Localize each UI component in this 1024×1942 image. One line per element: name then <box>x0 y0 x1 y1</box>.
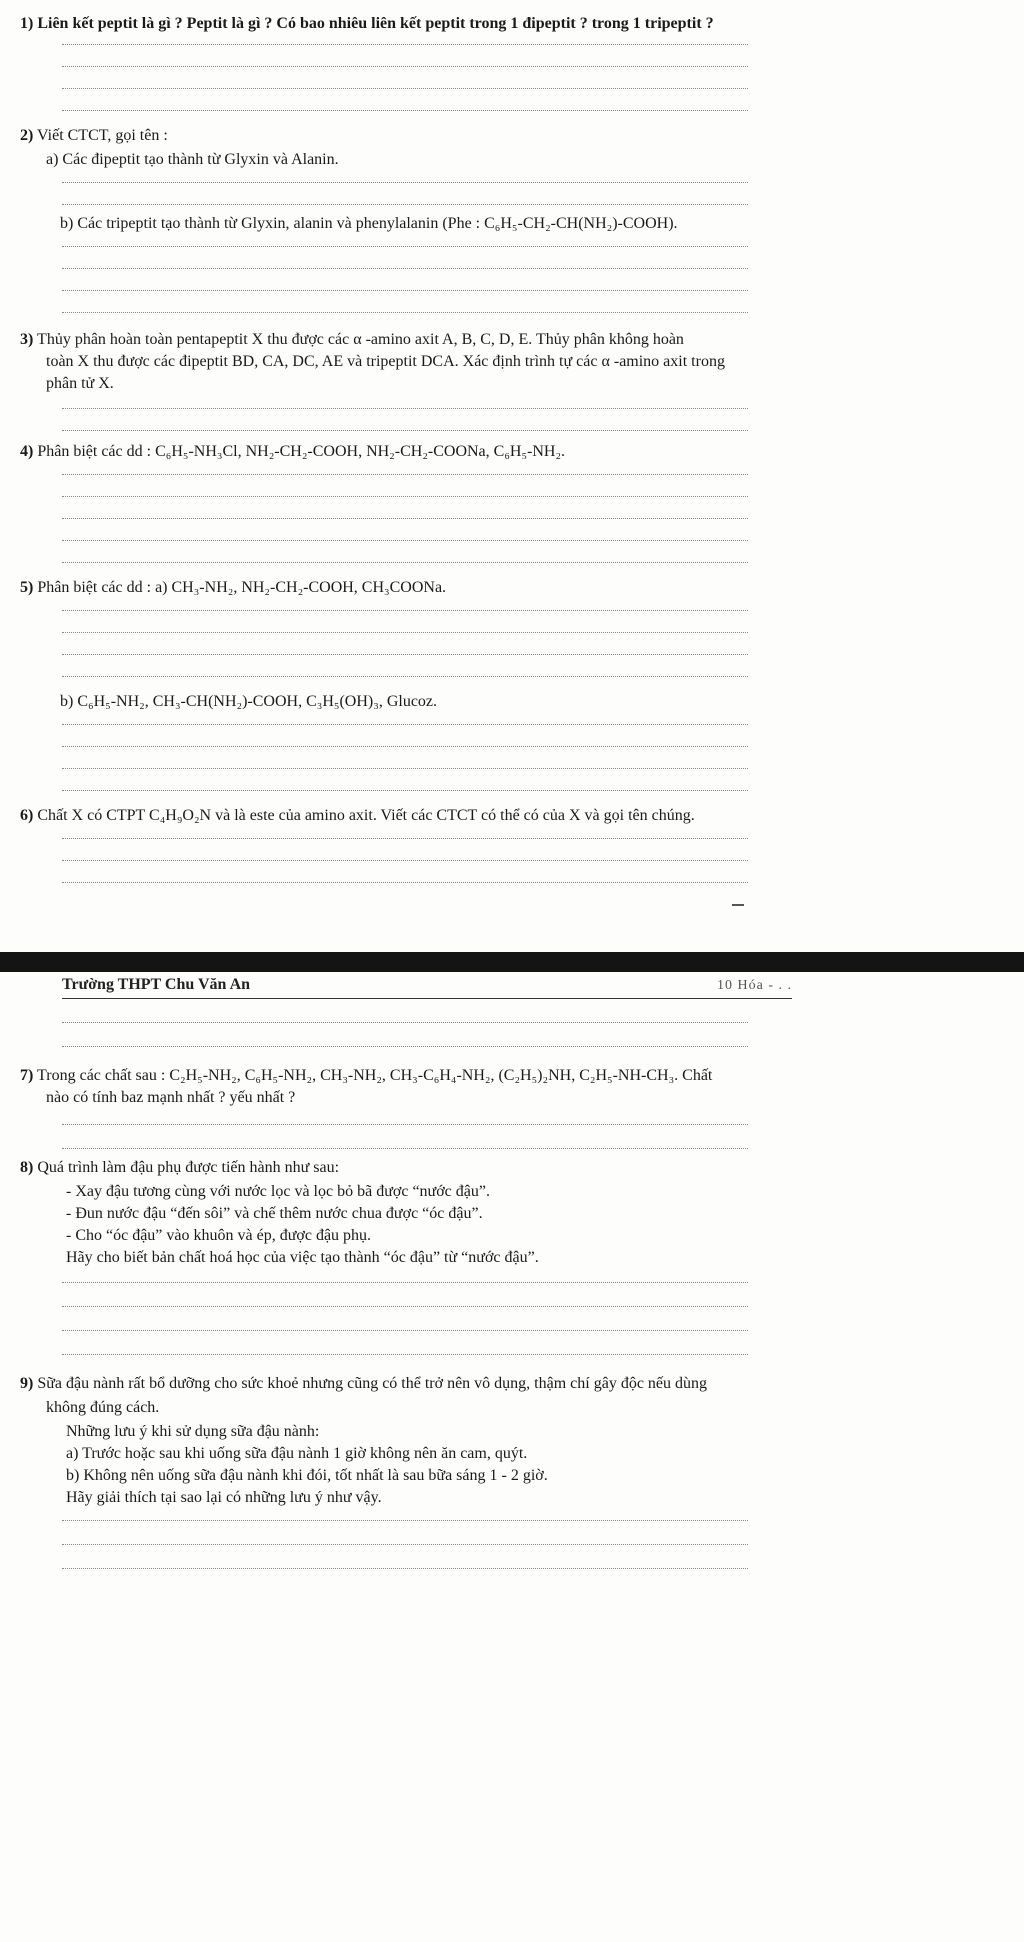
answer-line <box>62 632 748 633</box>
question-9b: b) Không nên uống sữa đậu nành khi đói, tốt nhất là sau bữa sáng 1 - 2 giờ. <box>66 1467 548 1484</box>
answer-line <box>62 204 748 205</box>
answer-line <box>62 654 748 655</box>
question-8: 8) Quá trình làm đậu phụ được tiến hành như sau: <box>20 1159 340 1176</box>
answer-line <box>62 724 748 725</box>
answer-line <box>62 44 748 45</box>
answer-line <box>62 1124 748 1125</box>
answer-line <box>62 610 748 611</box>
question-9-line-2: không đúng cách. <box>46 1399 160 1416</box>
question-5a: 5) Phân biệt các dd : a) CH₃-NH₂, NH₂-CH₂-COOH, CH₃COONa. <box>20 579 447 596</box>
answer-line <box>62 1022 748 1023</box>
answer-line <box>62 246 748 247</box>
question-3-line-1: 3) Thủy phân hoàn toàn pentapeptit X thu được các α -amino axit A, B, C, D, E. Thủy phân không hoàn <box>20 331 684 348</box>
question-9-note: Những lưu ý khi sử dụng sữa đậu nành: <box>66 1423 320 1440</box>
question-2: 2) Viết CTCT, gọi tên : <box>20 127 168 144</box>
answer-line <box>62 408 748 409</box>
worksheet-page-top <box>0 0 1024 952</box>
answer-line <box>62 790 748 791</box>
school-name: Trường THPT Chu Văn An <box>62 976 251 993</box>
answer-line <box>62 1330 748 1331</box>
answer-line <box>62 1354 748 1355</box>
question-7-line-1: 7) Trong các chất sau : C₂H₅-NH₂, C₆H₅-NH₂, CH₃-NH₂, CH₃-C₆H₄-NH₂, (C₂H₅)₂NH, C₂H₅-NH-CH₃. Chất <box>20 1067 713 1084</box>
answer-line <box>62 430 748 431</box>
question-4: 4) Phân biệt các dd : C₆H₅-NH₃Cl, NH₂-CH₂-COOH, NH₂-CH₂-COONa, C₆H₅-NH₂. <box>20 443 566 460</box>
question-9-prompt: Hãy giải thích tại sao lại có những lưu ý như vậy. <box>66 1489 382 1506</box>
answer-line <box>62 312 748 313</box>
question-8-step-2: - Đun nước đậu “đến sôi” và chế thêm nước chua được “óc đậu”. <box>66 1205 483 1222</box>
answer-line <box>62 860 748 861</box>
header-rule <box>62 998 792 999</box>
answer-line <box>62 518 748 519</box>
question-5b: b) C₆H₅-NH₂, CH₃-CH(NH₂)-COOH, C₃H₅(OH)₃, Glucoz. <box>60 693 438 710</box>
answer-line <box>62 1544 748 1545</box>
question-9-line-1: 9) Sữa đậu nành rất bổ dưỡng cho sức khoẻ nhưng cũng có thể trở nên vô dụng, thậm chí gây độc nếu dùng <box>20 1375 708 1392</box>
question-7-line-2: nào có tính baz mạnh nhất ? yếu nhất ? <box>46 1089 296 1106</box>
page-separator <box>0 952 1024 972</box>
answer-line <box>62 1568 748 1569</box>
answer-line <box>62 1282 748 1283</box>
question-2-text: Viết CTCT, gọi tên : <box>37 127 168 144</box>
answer-line <box>62 110 748 111</box>
answer-line <box>62 1306 748 1307</box>
answer-line <box>62 1148 748 1149</box>
question-1: 1) Liên kết peptit là gì ? Peptit là gì ? Có bao nhiêu liên kết peptit trong 1 đipeptit ? trong 1 tripeptit ? <box>20 15 714 32</box>
answer-line <box>62 290 748 291</box>
answer-line <box>62 768 748 769</box>
answer-line <box>62 474 748 475</box>
answer-line <box>62 66 748 67</box>
answer-line <box>62 88 748 89</box>
question-9a: a) Trước hoặc sau khi uống sữa đậu nành 1 giờ không nên ăn cam, quýt. <box>66 1445 528 1462</box>
answer-line <box>62 496 748 497</box>
question-8-step-1: - Xay đậu tương cùng với nước lọc và lọc bỏ bã được “nước đậu”. <box>66 1183 490 1200</box>
question-1-text: Liên kết peptit là gì ? Peptit là gì ? Có bao nhiêu liên kết peptit trong 1 đipeptit ? trong 1 tripeptit ? <box>37 15 714 32</box>
answer-line <box>62 540 748 541</box>
class-label: 10 Hóa - . . <box>717 978 792 993</box>
question-3-line-2: toàn X thu được các đipeptit BD, CA, DC, AE và tripeptit DCA. Xác định trình tự các α -amino axit trong <box>46 353 725 370</box>
phenylalanine-formula: C₆H₅-CH₂-CH(NH₂)-COOH <box>484 215 669 232</box>
answer-line <box>62 562 748 563</box>
answer-line <box>62 1520 748 1521</box>
answer-line <box>62 182 748 183</box>
answer-line <box>62 838 748 839</box>
question-3-line-3: phân tử X. <box>46 375 114 392</box>
answer-line <box>62 676 748 677</box>
answer-line <box>62 746 748 747</box>
question-8-prompt: Hãy cho biết bản chất hoá học của việc tạo thành “óc đậu” từ “nước đậu”. <box>66 1249 539 1266</box>
question-2b: b) Các tripeptit tạo thành từ Glyxin, alanin và phenylalanin (Phe : C₆H₅-CH₂-CH(NH₂)-COOH). <box>60 215 678 232</box>
question-8-step-3: - Cho “óc đậu” vào khuôn và ép, được đậu phụ. <box>66 1227 372 1244</box>
pen-mark <box>732 904 744 906</box>
answer-line <box>62 882 748 883</box>
answer-line <box>62 268 748 269</box>
question-6: 6) Chất X có CTPT C₄H₉O₂N và là este của amino axit. Viết các CTCT có thể có của X và gọi tên chúng. <box>20 807 695 824</box>
question-2a: a) Các đipeptit tạo thành từ Glyxin và Alanin. <box>46 151 339 168</box>
answer-line <box>62 1046 748 1047</box>
worksheet-page-bottom <box>0 972 1024 1942</box>
